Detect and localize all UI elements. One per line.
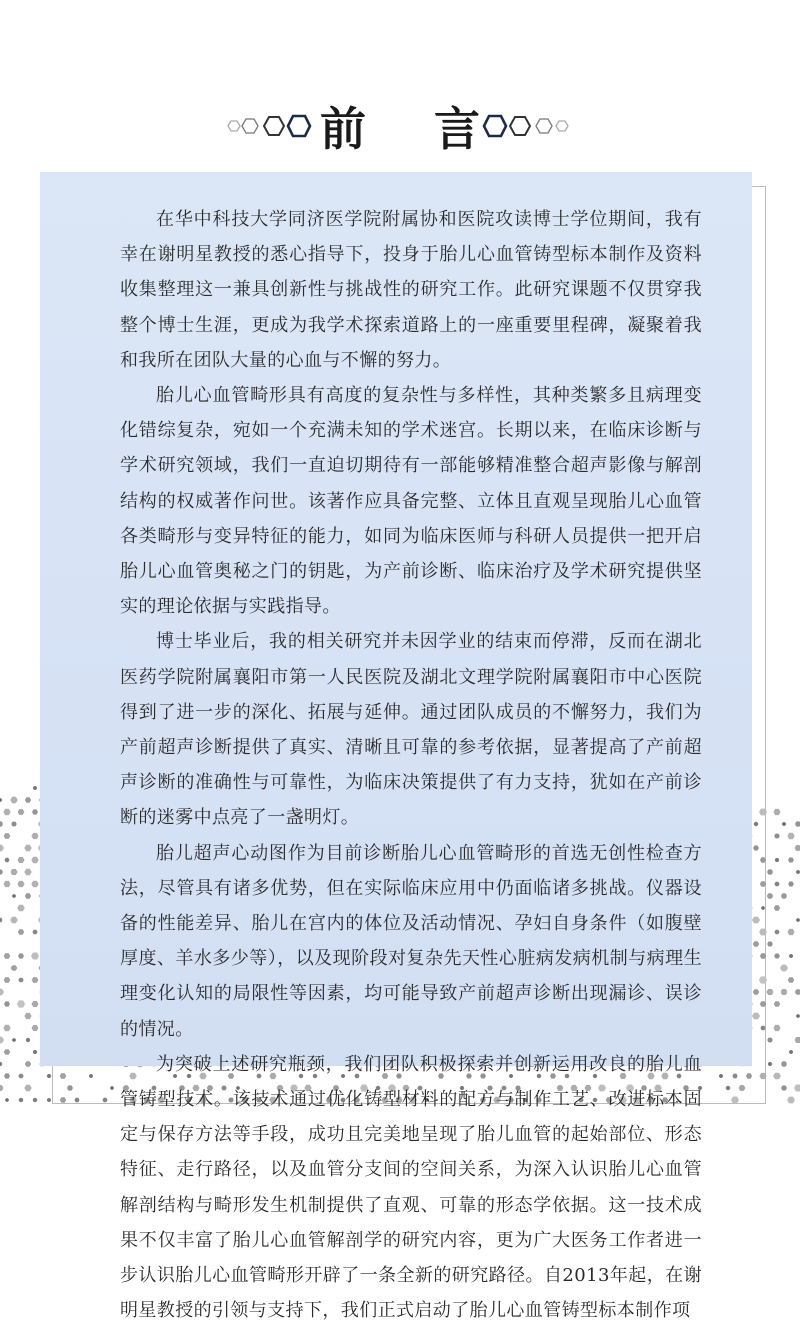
hexagon-dot — [746, 1073, 752, 1078]
page-title — [320, 96, 480, 156]
hexagon-dot — [760, 1026, 765, 1031]
hexagon-dot — [760, 881, 766, 887]
hexagon-dot — [767, 869, 773, 874]
hexagon-dot — [0, 869, 3, 874]
hexagon-dot — [11, 822, 17, 827]
hexagon-dot — [24, 845, 31, 851]
hexagon-dot — [796, 1014, 800, 1018]
hexagon-dot — [789, 954, 793, 958]
hexagon-dot — [796, 870, 800, 874]
hexagon-dot — [726, 1086, 731, 1090]
hexagon-dot — [796, 918, 800, 922]
hexagon-dot — [759, 809, 767, 816]
hexagon-dot — [31, 857, 38, 863]
hexagon-dot — [719, 1074, 723, 1078]
header — [0, 96, 800, 156]
hexagon-dot — [781, 1061, 787, 1066]
hexagon-dot — [774, 954, 780, 959]
hexagon-dot — [32, 930, 37, 934]
title-char-1: 前 — [320, 93, 366, 159]
hexagon-dot — [0, 798, 2, 802]
hexagon-dot — [0, 1062, 2, 1066]
hexagon-dot — [33, 1050, 38, 1054]
hexagon-dot — [0, 821, 3, 826]
hexagon-dot — [17, 905, 25, 912]
hexagon-dot — [24, 1013, 31, 1019]
hexagon-dot — [774, 930, 779, 935]
hexagon-dot — [4, 1049, 11, 1055]
hexagon-dot — [0, 1037, 4, 1044]
hexagon-dot — [780, 965, 788, 972]
paragraph-4: 胎儿超声心动图作为目前诊断胎儿心血管畸形的首选无创性检查方法，尽管具有诸多优势，但在实际临床应用中仍面临诸多挑战。仪器设备的性能差异、胎儿在宫内的体位及活动情况、孕妇自身条件（如腹壁厚度、羊水多少等），以及现阶段对复杂先天性心脏病发病机制与病理生理变化认知的局限性等因素，均可能导致产前超声诊断出现漏诊、误诊的情况。 — [120, 836, 702, 1047]
hexagon-dot — [31, 881, 38, 887]
hexagon-dot — [47, 1074, 52, 1078]
hexagon-dot — [31, 833, 38, 839]
hexagon-dot — [794, 1085, 800, 1092]
hexagon-dot — [33, 786, 37, 790]
hexagon-dot — [18, 929, 24, 935]
hexagon-dot — [787, 1097, 795, 1104]
hexagon-dot — [19, 1098, 24, 1102]
hexagon-dot — [10, 917, 18, 924]
hexagon-dot — [67, 1085, 73, 1090]
hexagon-dot — [0, 989, 4, 996]
hexagon-dot — [18, 1074, 23, 1079]
hexagon-dot — [60, 1073, 67, 1079]
hexagon-decoration-left — [214, 108, 314, 144]
hexagon-dot — [12, 894, 16, 898]
paragraph-5: 为突破上述研究瓶颈，我们团队积极探索并创新运用改良的胎儿血管铸型技术。该技术通过优化铸型材料的配方与制作工艺、改进标本固定与保存方法等手段，成功且完美地呈现了胎儿血管的起始部位、形态特征、走行路径，以及血管分支间的空间关系，为深入认识胎儿心血管解剖结构与畸形发生机制提供了直观、可靠的形态学依据。这一技术成果不仅丰富了胎儿心血管解剖学的研究内容，更为广大医务工作者进一步认识胎儿心血管畸形开辟了一条全新的研究路径。自2013年起，在谢明星教授的引领与支持下，我们正式启动了胎儿心血管铸型标本制作项 — [120, 1047, 702, 1329]
hexagon-dot — [5, 1098, 9, 1101]
hexagon-dot — [4, 1001, 10, 1006]
hexagon-dot — [774, 905, 780, 910]
hexagon-dot — [731, 1097, 739, 1104]
hexagon-dot — [32, 1025, 39, 1031]
hexagon-dot — [753, 846, 759, 851]
hexagon-dot — [0, 918, 3, 922]
paragraph-3: 博士毕业后，我的相关研究并未因学业的结束而停滞，反而在湖北医药学院附属襄阳市第一人民医院及湖北文理学院附属襄阳市中心医院得到了进一步的深化、拓展与延伸。通过团队成员的不懈努力，我们为产前超声诊断提供了真实、清晰且可靠的参考依据，显著提高了产前超声诊断的准确性与可靠性，为临床决策提供了有力支持，犹如在产前诊断的迷雾中点亮了一盏明灯。 — [120, 624, 702, 835]
hexagon-dot — [32, 977, 39, 983]
hexagon-dot — [795, 989, 800, 995]
hexagon-dot — [760, 953, 766, 958]
hexagon-dot — [4, 1073, 10, 1078]
hexagon-dot — [89, 1074, 93, 1078]
hexagon-dot — [767, 942, 773, 947]
hexagon-dot — [11, 965, 18, 971]
hexagon-dot — [10, 869, 17, 875]
hexagon-dot — [760, 1001, 766, 1006]
hexagon-dot — [25, 893, 31, 898]
hexagon-dot — [60, 1097, 66, 1103]
hexagon-dot — [4, 953, 11, 959]
hexagon-dot — [781, 989, 788, 995]
hexagon-dot — [3, 809, 10, 815]
hexagon-dot — [781, 1085, 787, 1090]
hexagon-dot — [12, 1038, 16, 1042]
hexagon-dot — [759, 1073, 766, 1079]
hexagon-dot — [10, 797, 17, 803]
hexagon-dot — [5, 858, 10, 862]
hexagon-dot — [773, 809, 780, 815]
title-char-2: 言 — [434, 93, 480, 159]
hexagon-dot — [26, 1038, 31, 1042]
hexagon-dot — [732, 1074, 737, 1079]
hexagon-dot — [787, 833, 794, 839]
hexagon-dot — [33, 1098, 38, 1102]
hexagon-dot — [32, 1001, 39, 1007]
hexagon-dot — [25, 1061, 31, 1067]
hexagon-dot — [75, 1098, 80, 1102]
hexagon-dot — [32, 809, 38, 814]
hexagon-dot — [761, 906, 765, 910]
hexagon-dot — [18, 978, 23, 983]
hexagon-dot — [787, 929, 794, 935]
hexagon-dot — [759, 929, 767, 936]
hexagon-dot — [766, 989, 773, 995]
hexagon-dot — [773, 1025, 780, 1031]
hexagon-dot — [25, 797, 31, 802]
hexagon-dot — [752, 1013, 760, 1020]
hexagon-dot — [759, 976, 767, 983]
hexagon-dot — [788, 977, 794, 983]
hexagon-dot — [18, 857, 25, 863]
hexagon-dot — [753, 941, 759, 946]
hexagon-dot — [4, 977, 11, 983]
hexagon-dot — [754, 822, 759, 826]
hexagon-dot — [103, 1098, 108, 1102]
hexagon-dot — [24, 869, 31, 875]
paragraph-2: 胎儿心血管畸形具有高度的复杂性与多样性，其种类繁多且病理变化错综复杂，宛如一个充满未知的学术迷宫。长期以来，在临床诊断与学术研究领域，我们一直迫切期待有一部能够精准整合超声影像与解剖结构的权威著作问世。该著作应具备完整、立体且直观呈现胎儿心血管各类畸形与变异特征的能力，如同为临床医师与科研人员提供一把开启胎儿心血管奥秘之门的钥匙，为产前诊断、临床治疗及学术研究提供坚实的理论依据与实践指导。 — [120, 378, 702, 624]
hexagon-dot — [795, 1037, 800, 1043]
hexagon-dot — [18, 953, 24, 958]
hexagon-dot — [17, 881, 24, 887]
hexagon-dot — [4, 833, 11, 839]
hexagon-dot — [767, 1038, 773, 1043]
hexagon-dot — [782, 822, 786, 826]
hexagon-dot — [767, 893, 773, 899]
hexagon-dot — [760, 857, 766, 862]
hexagon-dot — [789, 1050, 793, 1054]
hexagon-dot — [752, 917, 760, 924]
hexagon-dot — [31, 953, 39, 960]
hexagon-dot — [781, 893, 787, 898]
hexagon-dot — [17, 1000, 25, 1007]
hexagon-decoration-right — [478, 108, 578, 144]
hexagon-dot — [739, 1085, 746, 1091]
hexagon-dot — [3, 1025, 10, 1031]
hexagon-dot — [753, 989, 759, 994]
hexagon-dot — [773, 1073, 781, 1080]
text-panel — [40, 172, 752, 1066]
hexagon-dot — [775, 858, 780, 862]
paragraph-1: 在华中科技大学同济医学院附属协和医院攻读博士学位期间，我有幸在谢明星教授的悉心指导下，投身于胎儿心血管铸型标本制作及资料收集整理这一兼具创新性与挑战性的研究工作。此研究课题不仅贯穿我整个博士生涯，更成为我学术探索道路上的一座重要里程碑，凝聚着我和我所在团队大量的心血与不懈的努力。 — [120, 202, 702, 378]
hexagon-dot — [795, 821, 800, 826]
hexagon-dot — [47, 1098, 51, 1102]
hexagon-dot — [0, 1085, 4, 1091]
hexagon-dot — [788, 858, 794, 863]
hexagon-dot — [788, 882, 794, 887]
hexagon-dot — [768, 1062, 773, 1066]
hexagon-dot — [774, 882, 779, 886]
hexagon-dot — [18, 809, 25, 815]
hexagon-dot — [3, 881, 10, 887]
hexagon-dot — [774, 834, 780, 839]
hexagon-dot — [24, 1085, 31, 1091]
hexagon-dot — [0, 845, 4, 852]
hexagon-dot — [110, 1086, 114, 1089]
hexagon-dot — [774, 1001, 780, 1007]
hexagon-dot — [795, 845, 800, 851]
